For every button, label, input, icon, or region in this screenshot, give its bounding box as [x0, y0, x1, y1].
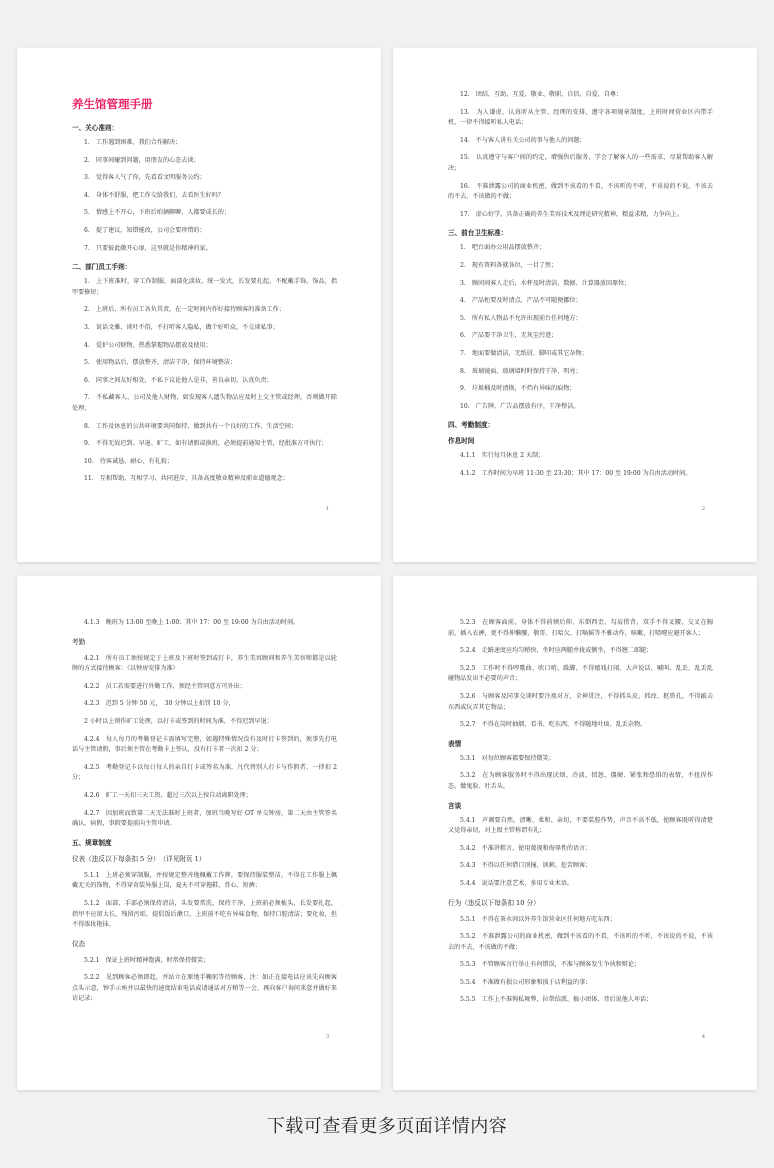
paragraph: 9. 垃圾桶及时清换，不挡有异味的痕物； [460, 385, 576, 393]
paragraph: 5.5.2 不准泄露公司的商业机密，做到不该看的不看，不该听的不听，不该说的不说，不该去的不去，不该做的不做； [448, 933, 713, 951]
paragraph: 5.2.6 与顾客及同事交谈时要注视对方，全神贯注，不得抓头皮、抓痒、抠鼻孔，不得敲击东西或玩弄其它物品； [448, 692, 713, 711]
paragraph: 8. 工作及休息的公共环境要共同保持，做到共有一个良好的工作、生活空间； [84, 422, 298, 430]
paragraph: 13. 为人谦虚，认真听从主管、经理的安排，遵守各项规章制度，上班时间营业区内带手机，一律不得接听私人电话； [448, 108, 713, 127]
paragraph: 5.2.1 保证上班时精神饱满，时常保持微笑； [84, 956, 210, 964]
paragraph: 4.2.2 员工若需要进行外勤工作，须经主管同意方可外出； [84, 682, 246, 690]
paragraph: 5.4.2 不准讲粗言、使用蔑视和侮辱性的语言； [460, 844, 592, 852]
paragraph: 10. 待客诚恳、耐心、有礼貌； [84, 457, 173, 465]
document-title: 养生馆管理手册 [72, 97, 153, 111]
paragraph: 5.1.1 上班必须穿制服，并按规定整齐地佩戴工作牌，要保持服装整洁，不得在工作服上佩戴无关的饰物，不得穿奇装异服上岗，夏天不可穿拖鞋、背心、短裤； [72, 871, 337, 890]
paragraph: 5. 所有私人物品不允许出现前台任何地方； [460, 314, 582, 322]
document-page-1 [17, 48, 381, 562]
section-heading: 三、前台卫生标准： [448, 229, 508, 238]
paragraph: 5.2.7 不得在岗时抽烟、看书、吃东西、不得随地吐痰、乱丢杂物。 [460, 721, 647, 729]
paragraph: 4.2.3 迟到 5 分钟 50 元， 30 分钟以上扣罚 10 分， [84, 700, 235, 708]
section-heading: 二、部门员工手则： [72, 263, 132, 272]
paragraph: 8. 玻璃镜面、玻璃墙时时保持干净、明亮； [460, 367, 582, 375]
paragraph: 5.3.2 在为顾客服务时不得出现厌烦、冷淡、愤怒、僵硬、紧张和恐惧的表情，不扭捏作态、做鬼脸、吐舌头。 [448, 772, 713, 790]
page-number: 3 [325, 1034, 329, 1040]
paragraph: 1. 工作遇到困难，我们合作解决； [84, 139, 182, 146]
page-content [72, 92, 337, 492]
page-content [448, 90, 713, 486]
paragraph: 5.4.1 声调要自然，清晰、柔和、亲切，不要装腔作势，声音不高不低，使顾客既听得清楚又觉得亲切，对上级主管称谓有礼； [448, 816, 713, 835]
paragraph: 4. 产品柜要及时清点，产品不可随便挪位； [460, 297, 582, 305]
paragraph: 5. 情感上不开心，下班后咱俩聊聊，人都要成长的； [84, 209, 230, 217]
paragraph: 3. 说话文雅、谈吐不俗，不打听客人隐私，做个好听众，不交谈私事； [84, 323, 279, 331]
paragraph: 5.5.5 工作上不准徇私舞弊、拉帮结派、搞小团体、背后说他人坏话； [460, 996, 653, 1004]
section-heading: 表情 [448, 739, 462, 748]
paragraph: 5.2.2 见到顾客必须即起，并站立在原地手鞠躬等待顾客，注：如正在接电话应该先向顾客点头示意，钟手示座并以最快的速度结束电话或请通话对方稍等一会，再向客户询问来意并做好来访记录； [72, 974, 337, 1003]
paragraph: 5.3.1 对每位顾客都要保持微笑； [460, 754, 555, 762]
paragraph: 4.2.5 考勤登记卡以每日每人的亲自打卡或签名为准，凡代替别人打卡与作假者，一律扣 2 分； [72, 763, 337, 782]
paragraph: 1. 上下班准时，穿工作制服，面部化淡妆，统一发式，长发要扎起，不配戴手饰、饰品，指甲要修短； [72, 278, 337, 296]
section-heading: 作息时间 [448, 437, 475, 446]
paragraph: 5. 使用物品后，摆放整齐，清洁干净，保持环境整洁； [84, 359, 237, 367]
download-more-link[interactable]: 下载可查看更多页面详情内容 [266, 1116, 508, 1137]
paragraph: 4. 爱护公司财物、热悉掌握物品摆放及使用； [84, 341, 212, 349]
paragraph: 4.2.1 所有员工须按规定于上班及下班时签到或打卡，养生美容顾问和养生美容师都是以轮牌的方式接待顾客：（以钟房安排为准） [72, 654, 337, 673]
paragraph: 5.4.3 不得以任何借口顶撞、讽刺、挖苦顾客； [460, 862, 592, 870]
paragraph: 4.1.2 工作时间为早班 11:30 至 23:30；其中 17：00 至 19:00 为自由活动时间。 [460, 469, 692, 477]
paragraph: 7. 只要彼此敞开心扉，这里就是你精神的家。 [84, 244, 212, 252]
paragraph: 7. 不私藏客人、公司及他人财物，如发现客人遗失物品应及时上交主管或经理，否则做开除处理； [72, 394, 337, 412]
paragraph: 16. 不准泄露公司的商业机密，做到不该看的不看，不该听的不听，不该说的不说，不该去的不去，不该做的不做； [448, 182, 713, 201]
document-page-3 [17, 576, 381, 1090]
paragraph: 4.2.7 因加班而致第二天无法准时上班者，加班当晚写好 OT 单交钟房，第二天由主管签名确认，病假，事假要提前向主管申请。 [72, 809, 337, 828]
paragraph: 2. 上班后，所有员工各负其责，在一定时间内作好接待顾客的准备工作； [84, 306, 285, 314]
sub-heading: 考勤 [72, 637, 86, 646]
paragraph: 7. 地面要做清洁，无纸屑、脚印或其它杂物； [460, 349, 588, 357]
section-heading: 五、规章制度 [72, 838, 112, 847]
page-number: 4 [701, 1034, 705, 1040]
paragraph: 4.1.1 实行每月休息 2 天制； [460, 452, 545, 460]
paragraph: 1. 吧台面办公用品摆放整齐； [460, 244, 546, 252]
paragraph: 12. 团结、互助、互爱、敬业、敬职、自信、自爱、自尊； [460, 91, 623, 98]
section-heading: 言谈 [448, 801, 462, 810]
paragraph: 2. 同事间碰到问题，用朋友的心态去谈； [84, 156, 200, 164]
paragraph: 4.2.6 旷工一天扣三天工资，超过三次以上按自动离职处理； [84, 791, 252, 799]
paragraph: 15. 认真遵守与客户间的约定，增强售后服务，学会了解客人的一些需求，尽量帮助客人解决； [448, 154, 713, 172]
paragraph: 4.1.3 晚班为 13:00 至晚上 1:00；其中 17：00 至 19:00 为自由活动时间。 [84, 619, 300, 626]
page-content [448, 618, 713, 1013]
paragraph: 5.2.4 走路速度应均匀稍快，坐时应两腿并拢或侧坐，不得翘二郎腿； [460, 647, 653, 655]
page-number: 2 [701, 506, 705, 512]
page-content [72, 618, 337, 1012]
sub-heading: 仪态 [72, 939, 86, 948]
paragraph: 2 小时以上则作旷工处理，以打卡或签到的时间为准，不得迟到早退； [84, 717, 273, 725]
paragraph: 4.2.4 每人每月的考勤登记卡需填写完整，如遇特殊情况没有及时打卡签到的，须事先打电话与主管请假，事后须主管在考勤卡上签认，没有打卡者一次扣 2 分； [72, 735, 337, 754]
paragraph: 11. 互相帮助、互相学习、共同进步，具备高度敬业精神及职业道德观念； [84, 475, 289, 483]
sub-heading: 仪表（违反以下每条扣 5 分） （详见附页 1） [72, 854, 206, 863]
paragraph: 3. 顾问间客人走后，水杯及时清洁，数据、计算器放回原位； [460, 279, 631, 287]
document-page-2 [393, 48, 757, 562]
paragraph: 17. 虚心好学，具备正确的养生美容技术及理论研究精神，精益求精，力争向上。 [460, 210, 683, 218]
paragraph: 6. 提了建议，知错能改，公司会要珍惜的； [84, 226, 206, 234]
paragraph: 6. 产品要干净卫生，无灰尘污迹； [460, 332, 558, 340]
paragraph: 14. 不与客人讲有关公司的事与他人的问题； [460, 136, 586, 144]
section-heading: 四、考勤制度： [448, 421, 495, 430]
paragraph: 9. 不得无故迟到、早退、旷工，如有请假或换班，必须提前通知主管，经批准方可执行； [84, 440, 328, 448]
section-heading: 一、关心准则： [72, 124, 119, 132]
paragraph: 6. 同事之间友好相处，不私下议论他人是非，善良亲切，认真负责； [84, 376, 273, 384]
paragraph: 5.5.3 不管顾客言行举止有何错误，不准与顾客发生争执和辩论； [460, 961, 641, 969]
paragraph: 5.5.1 不得在茶水间以外养生馆营业区任何地方吃东西； [460, 915, 616, 923]
paragraph: 5.5.4 不准做有损公司形象和损于店利益的事； [460, 978, 592, 986]
paragraph: 5.1.2 面部、手部必须保持清洁，头发要常洗、保持干净，上班前必须梳头，长发要扎起，指甲不应留太长，残留污垢，提倡饭后漱口，上班前不吃有异味食物，保持口腔清洁；要化妆，但不得浓妆艳抹。 [72, 899, 337, 929]
page-number: 1 [325, 506, 329, 512]
paragraph: 5.2.5 工作时不得哼歌曲、吹口哨、跺脚、不得嬉戏打闹、大声说话、喊叫、乱丢、乱丢乱碰物品发出不必要的声音； [448, 664, 713, 683]
document-page-4 [393, 576, 757, 1090]
paragraph: 10. 广告牌、广告品摆放有序，干净整洁。 [460, 402, 580, 410]
paragraph: 5.2.3 在顾客面前，身体不得前倾后仰、东倒西歪、勾肩搭背、双手不得叉腰、交叉在胸前，插入衣裤，更不得伸懒腰、敬哥、打哈欠、打嗝摇等不雅动作，咳嗽、打喷嚏应避开客人； [448, 619, 713, 637]
paragraph: 2. 现有资料备就各位，一目了然； [460, 261, 558, 269]
paragraph: 4. 身体不舒服，把工作交给我们，去看医生好吗？ [84, 191, 224, 199]
sub-heading: 行为（违反以下每条扣 10 分） [448, 898, 540, 907]
paragraph: 5.4.4 说话要注意艺术，多用专业术语。 [460, 879, 574, 887]
paragraph: 3. 觉得客人气了你，先看看文明服务公约； [84, 174, 206, 182]
